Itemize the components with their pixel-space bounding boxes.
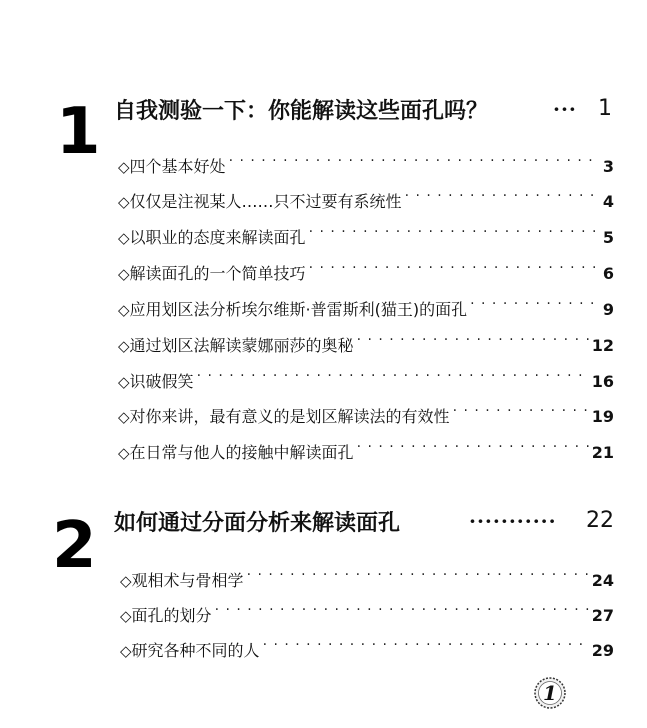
dot-leader xyxy=(309,255,600,279)
toc-entry-page: 27 xyxy=(591,606,614,625)
toc-entry-title: 以职业的态度来解读面孔 xyxy=(129,228,306,247)
dot-leader xyxy=(229,148,600,172)
diamond-marker-icon: ◇ xyxy=(118,373,130,391)
chapter-number: 2 xyxy=(52,509,97,583)
chapter-title[interactable]: 如何通过分面分析来解读面孔 xyxy=(114,510,401,536)
chapter-leader-dots: ··· xyxy=(553,97,577,121)
dot-leader xyxy=(470,291,600,315)
dot-leader xyxy=(197,363,589,387)
toc-entry-page: 3 xyxy=(602,157,614,176)
diamond-marker-icon: ◇ xyxy=(118,193,130,211)
toc-entry[interactable] xyxy=(118,327,614,355)
toc-entry-title: 仅仅是注视某人……只不过要有系统性 xyxy=(129,192,402,211)
toc-entry-title: 在日常与他人的接触中解读面孔 xyxy=(129,443,354,462)
diamond-marker-icon: ◇ xyxy=(118,301,130,319)
toc-entry-page: 19 xyxy=(591,407,614,426)
diamond-marker-icon: ◇ xyxy=(118,158,130,176)
toc-entry[interactable] xyxy=(118,148,614,176)
diamond-marker-icon: ◇ xyxy=(118,444,130,462)
chapter-page-number: 22 xyxy=(586,508,614,533)
toc-entry-page: 21 xyxy=(591,443,614,462)
diamond-marker-icon: ◇ xyxy=(120,572,132,590)
toc-entry[interactable] xyxy=(120,597,614,625)
toc-entry-page: 6 xyxy=(602,264,614,283)
toc-entry[interactable] xyxy=(118,291,614,319)
toc-entry-title: 对你来讲，最有意义的是划区解读法的有效性 xyxy=(129,407,450,426)
toc-entry-page: 24 xyxy=(591,571,614,590)
toc-entry-title: 通过划区法解读蒙娜丽莎的奥秘 xyxy=(129,336,354,355)
toc-entry[interactable] xyxy=(118,398,614,426)
diamond-marker-icon: ◇ xyxy=(120,607,132,625)
page-number-badge xyxy=(533,676,567,710)
diamond-marker-icon: ◇ xyxy=(118,229,130,247)
chapter-title[interactable]: 自我测验一下：你能解读这些面孔吗？ xyxy=(114,98,489,124)
dot-leader xyxy=(215,597,589,621)
toc-entry-title: 研究各种不同的人 xyxy=(131,641,260,660)
toc-entry[interactable] xyxy=(118,219,614,247)
dot-leader xyxy=(453,398,589,422)
toc-entry-page: 16 xyxy=(591,372,614,391)
toc-entry-page: 4 xyxy=(602,192,614,211)
toc-entry[interactable] xyxy=(118,183,614,211)
toc-entry[interactable] xyxy=(120,632,614,660)
dot-leader xyxy=(405,183,600,207)
toc-entry-page: 5 xyxy=(602,228,614,247)
dot-leader xyxy=(309,219,600,243)
toc-entry-title: 应用划区法分析埃尔维斯·普雷斯利(猫王)的面孔 xyxy=(129,300,468,319)
dot-leader xyxy=(263,632,589,656)
dot-leader xyxy=(357,434,589,458)
diamond-marker-icon: ◇ xyxy=(118,408,130,426)
diamond-marker-icon: ◇ xyxy=(118,337,130,355)
chapter-number: 1 xyxy=(56,95,101,169)
diamond-marker-icon: ◇ xyxy=(118,265,130,283)
toc-entry[interactable] xyxy=(120,562,614,590)
toc-entry-title: 识破假笑 xyxy=(129,372,194,391)
toc-entry[interactable] xyxy=(118,363,614,391)
dot-leader xyxy=(247,562,589,586)
toc-entry[interactable] xyxy=(118,434,614,462)
toc-entry-title: 观相术与骨相学 xyxy=(131,571,244,590)
toc-entry-title: 面孔的划分 xyxy=(131,606,212,625)
toc-entry-page: 9 xyxy=(602,300,614,319)
toc-entry-page: 29 xyxy=(591,641,614,660)
toc-entry-title: 四个基本好处 xyxy=(129,157,226,176)
toc-entry[interactable] xyxy=(118,255,614,283)
diamond-marker-icon: ◇ xyxy=(120,642,132,660)
page-number: 1 xyxy=(543,681,557,705)
chapter-leader-dots: ··········· xyxy=(469,509,557,533)
toc-entry-page: 12 xyxy=(591,336,614,355)
toc-entry-title: 解读面孔的一个简单技巧 xyxy=(129,264,306,283)
chapter-page-number: 1 xyxy=(598,96,612,121)
dot-leader xyxy=(357,327,589,351)
